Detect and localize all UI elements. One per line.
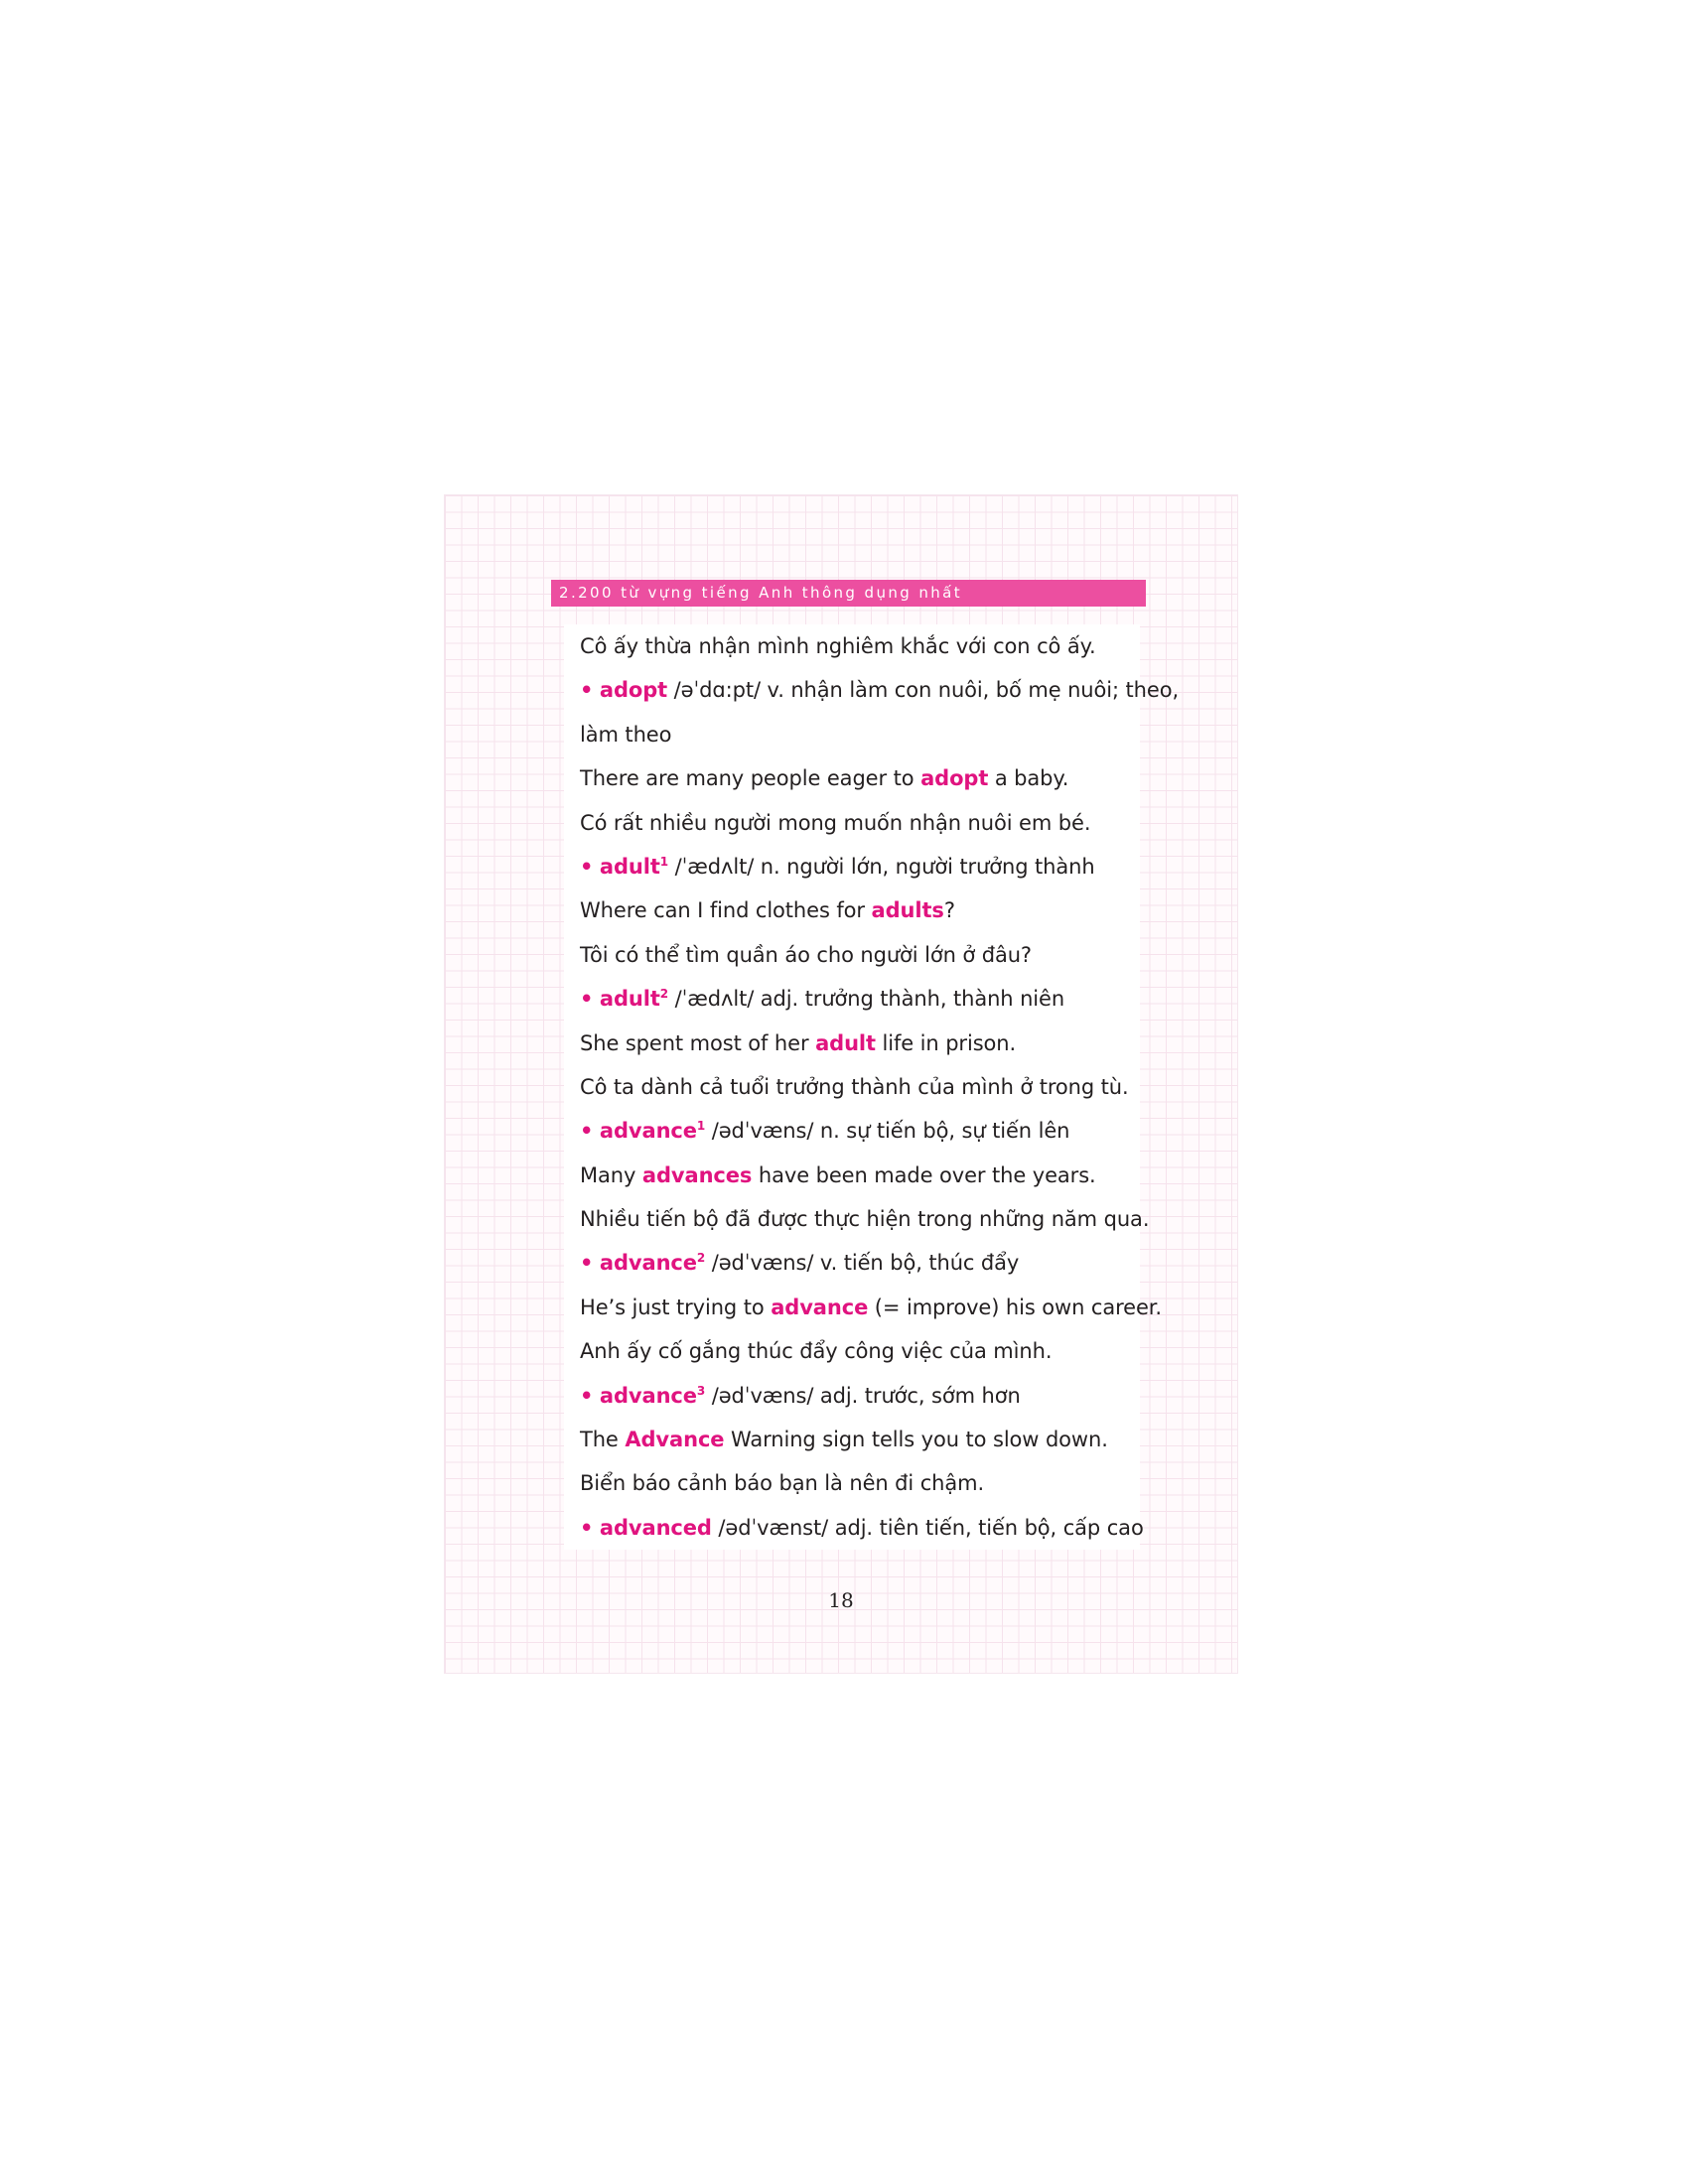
example-sentence [564, 1154, 1140, 1197]
bullet-icon: • [580, 678, 594, 703]
example-sentence [564, 888, 1140, 932]
bullet-icon: • [580, 1515, 594, 1540]
entry-headword-line [564, 977, 1140, 1021]
example-text: Warning sign tells you to slow down. [724, 1428, 1108, 1452]
entry-headword-line [564, 1241, 1140, 1285]
bullet-icon: • [580, 1251, 594, 1276]
sense-number: 2 [659, 987, 669, 1002]
example-sentence [564, 1418, 1140, 1461]
entry-headword-line [564, 1109, 1140, 1153]
translation-line: làm theo [580, 722, 672, 747]
headword: advance [599, 1383, 697, 1408]
sense-number: 3 [696, 1383, 706, 1398]
entry-list [564, 624, 1180, 1550]
sense-number: 2 [696, 1251, 706, 1266]
headword: advanced [599, 1515, 712, 1540]
translation-line: Biển báo cảnh báo bạn là nên đi chậm. [580, 1471, 985, 1496]
pronunciation-definition: /əˈdɑ:pt/ v. nhận làm con nuôi, bố mẹ nuôi; theo, [667, 678, 1180, 703]
translation-line: Có rất nhiều người mong muốn nhận nuôi em bé. [580, 810, 1091, 835]
translation-line: Tôi có thể tìm quần áo cho người lớn ở đâu? [580, 942, 1032, 967]
example-keyword: advance [771, 1295, 869, 1319]
entry-headword-line [564, 845, 1140, 888]
page-number: 18 [828, 1588, 854, 1612]
example-text: Many [580, 1162, 642, 1187]
translation-line: Anh ấy cố gắng thúc đẩy công việc của mình. [580, 1339, 1053, 1364]
example-keyword: advances [641, 1162, 753, 1187]
example-keyword: adopt [920, 766, 989, 791]
translation-line: Nhiều tiến bộ đã được thực hiện trong những năm qua. [580, 1207, 1150, 1232]
translation-line: Cô ấy thừa nhận mình nghiêm khắc với con cô ấy. [580, 634, 1096, 658]
bullet-icon: • [580, 854, 594, 879]
sense-number: 1 [659, 854, 669, 869]
entry-headword-line [564, 1374, 1140, 1418]
bullet-icon: • [580, 1119, 594, 1144]
example-text: There are many people eager to [580, 766, 921, 791]
translation-line: Cô ta dành cả tuổi trưởng thành của mình ở trong tù. [580, 1074, 1129, 1099]
pronunciation-definition: /ədˈvæns/ adj. trước, sớm hơn [705, 1383, 1021, 1408]
bullet-icon: • [580, 987, 594, 1012]
pronunciation-definition: /ˈædʌlt/ adj. trưởng thành, thành niên [668, 987, 1065, 1012]
headword: advance [599, 1119, 697, 1144]
pronunciation-definition: /ədˈvænst/ adj. tiên tiến, tiến bộ, cấp cao [711, 1515, 1144, 1540]
example-text: He’s just trying to [580, 1295, 772, 1319]
entry-headword-line [564, 1506, 1144, 1550]
example-sentence [564, 1286, 1162, 1329]
example-text: a baby. [988, 766, 1069, 791]
example-sentence [564, 756, 1140, 800]
headword: advance [599, 1251, 697, 1276]
sense-number: 1 [696, 1119, 706, 1134]
entry-headword-line [564, 668, 1180, 712]
example-sentence [564, 1022, 1140, 1065]
example-text: Where can I find clothes for [580, 898, 872, 923]
running-header: 2.200 từ vựng tiếng Anh thông dụng nhất [551, 580, 1146, 607]
headword: adult [599, 987, 660, 1012]
example-keyword: Advance [625, 1428, 725, 1452]
example-text: She spent most of her [580, 1030, 816, 1055]
pronunciation-definition: /ədˈvæns/ v. tiến bộ, thúc đẩy [705, 1251, 1020, 1276]
example-keyword: adult [815, 1030, 876, 1055]
headword: adopt [599, 678, 668, 703]
pronunciation-definition: /ədˈvæns/ n. sự tiến bộ, sự tiến lên [705, 1119, 1070, 1144]
example-text: ? [943, 898, 955, 923]
bullet-icon: • [580, 1383, 594, 1408]
example-text: (= improve) his own career. [868, 1295, 1162, 1319]
example-text: life in prison. [875, 1030, 1017, 1055]
pronunciation-definition: /ˈædʌlt/ n. người lớn, người trưởng thành [668, 854, 1095, 879]
example-keyword: adults [871, 898, 944, 923]
example-text: The [580, 1428, 626, 1452]
headword: adult [599, 854, 660, 879]
example-text: have been made over the years. [752, 1162, 1096, 1187]
book-page [444, 494, 1238, 1674]
